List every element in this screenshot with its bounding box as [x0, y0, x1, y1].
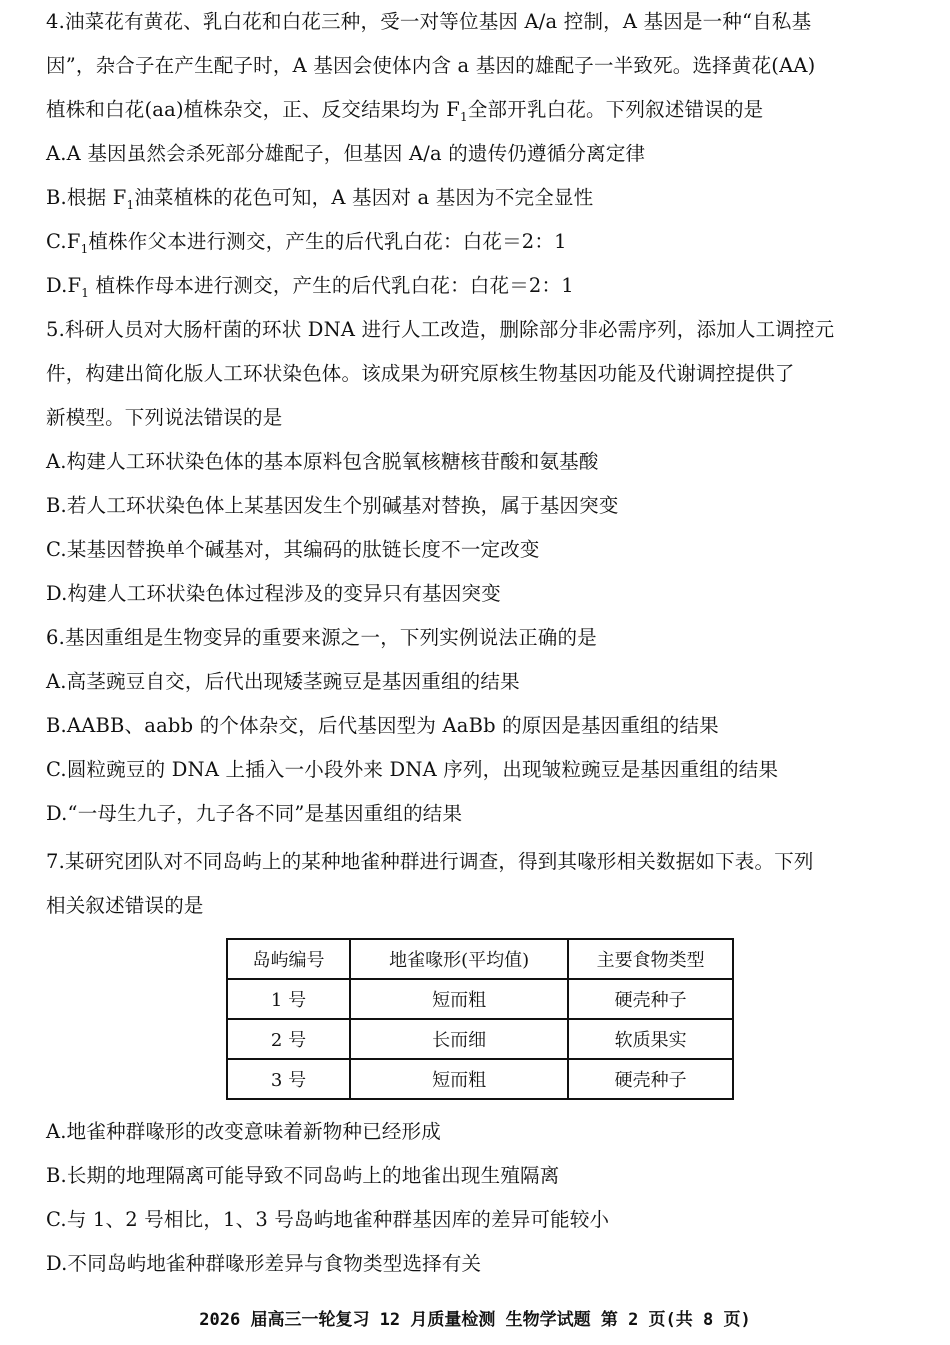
table-cell: 2 号	[227, 1019, 350, 1059]
table-cell: 3 号	[227, 1059, 350, 1099]
q5-stem-line-1: 5.科研人员对大肠杆菌的环状 DNA 进行人工改造，删除部分非必需序列，添加人工调控元	[46, 318, 835, 341]
table-row	[227, 1059, 733, 1099]
q5-option-d: D.构建人工环状染色体过程涉及的变异只有基因突变	[46, 582, 501, 605]
subscript: 1	[126, 198, 135, 212]
table-header-cell: 主要食物类型	[568, 939, 733, 979]
q4-option-d	[46, 272, 574, 302]
table-cell: 长而细	[350, 1019, 568, 1059]
q7-option-d: D.不同岛屿地雀种群喙形差异与食物类型选择有关	[46, 1252, 482, 1275]
subscript: 1	[80, 242, 89, 256]
q4-option-c	[46, 228, 567, 258]
q4-option-b-text-end: 油菜植株的花色可知，A 基因对 a 基因为不完全显性	[134, 186, 594, 209]
q4-stem-line-2: 因”，杂合子在产生配子时，A 基因会使体内含 a 基因的雄配子一半致死。选择黄花(AA)	[46, 54, 816, 77]
q6-option-d: D.“一母生九子，九子各不同”是基因重组的结果	[46, 802, 463, 825]
subscript: 1	[81, 286, 90, 300]
table-header-cell: 岛屿编号	[227, 939, 350, 979]
table-cell: 1 号	[227, 979, 350, 1019]
q4-option-d-text: D.F	[46, 274, 82, 297]
q5-option-c: C.某基因替换单个碱基对，其编码的肽链长度不一定改变	[46, 538, 540, 561]
beak-data-table	[226, 938, 734, 1100]
q7-stem-line-1: 7.某研究团队对不同岛屿上的某种地雀种群进行调查，得到其喙形相关数据如下表。下列	[46, 850, 814, 873]
table-row	[227, 1019, 733, 1059]
q5-option-a: A.构建人工环状染色体的基本原料包含脱氧核糖核苷酸和氨基酸	[46, 450, 599, 473]
table-cell: 短而粗	[350, 979, 568, 1019]
table-header-row	[227, 939, 733, 979]
q4-option-c-text-end: 植株作父本进行测交，产生的后代乳白花：白花＝2：1	[88, 230, 567, 253]
table-cell: 软质果实	[568, 1019, 733, 1059]
q7-option-a: A.地雀种群喙形的改变意味着新物种已经形成	[46, 1120, 441, 1143]
q4-stem-line-3-text-end: 全部开乳白花。下列叙述错误的是	[467, 98, 764, 121]
q4-stem-line-1: 4.油菜花有黄花、乳白花和白花三种，受一对等位基因 A/a 控制，A 基因是一种“自私基	[46, 10, 812, 33]
table-row	[227, 979, 733, 1019]
page-footer: 2026 届高三一轮复习 12 月质量检测 生物学试题 第 2 页(共 8 页)	[199, 1310, 751, 1330]
q6-option-a: A.高茎豌豆自交，后代出现矮茎豌豆是基因重组的结果	[46, 670, 520, 693]
table-header-cell: 地雀喙形(平均值)	[350, 939, 568, 979]
q5-option-b: B.若人工环状染色体上某基因发生个别碱基对替换，属于基因突变	[46, 494, 619, 517]
q7-option-c: C.与 1、2 号相比，1、3 号岛屿地雀种群基因库的差异可能较小	[46, 1208, 610, 1231]
q5-stem-line-2: 件，构建出简化版人工环状染色体。该成果为研究原核生物基因功能及代谢调控提供了	[46, 362, 795, 385]
q6-option-c: C.圆粒豌豆的 DNA 上插入一小段外来 DNA 序列，出现皱粒豌豆是基因重组的结果	[46, 758, 779, 781]
q4-stem-line-3	[46, 96, 763, 126]
subscript: 1	[460, 110, 468, 124]
q4-stem-line-3-text: 植株和白花(aa)植株杂交，正、反交结果均为 F	[46, 98, 460, 121]
q4-option-a: A.A 基因虽然会杀死部分雄配子，但基因 A/a 的遗传仍遵循分离定律	[46, 142, 646, 165]
q6-option-b: B.AABB、aabb 的个体杂交，后代基因型为 AaBb 的原因是基因重组的结果	[46, 714, 719, 737]
q7-stem-line-2: 相关叙述错误的是	[46, 894, 204, 917]
table-cell: 短而粗	[350, 1059, 568, 1099]
table-cell: 硬壳种子	[568, 1059, 733, 1099]
q6-stem: 6.基因重组是生物变异的重要来源之一，下列实例说法正确的是	[46, 626, 597, 649]
q4-option-d-text-end: 植株作母本进行测交，产生的后代乳白花：白花＝2：1	[89, 274, 574, 297]
q5-stem-line-3: 新模型。下列说法错误的是	[46, 406, 283, 429]
q4-option-c-text: C.F	[46, 230, 81, 253]
table-cell: 硬壳种子	[568, 979, 733, 1019]
q7-option-b: B.长期的地理隔离可能导致不同岛屿上的地雀出现生殖隔离	[46, 1164, 560, 1187]
q4-option-b-text: B.根据 F	[46, 186, 127, 209]
q4-option-b	[46, 184, 593, 214]
